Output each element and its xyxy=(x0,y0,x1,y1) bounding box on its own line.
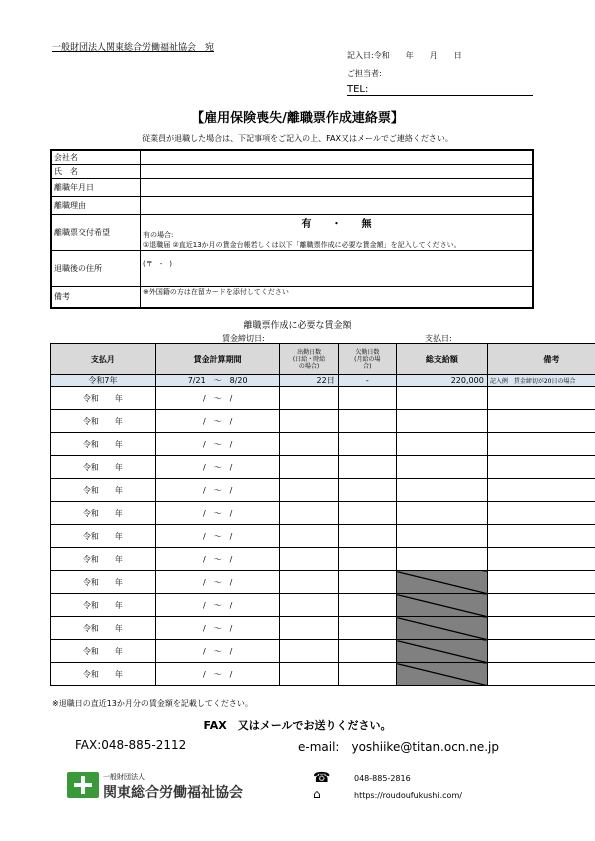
row-month: 令和 年 xyxy=(51,548,156,571)
email-address[interactable]: e-mail: yoshiike@titan.ocn.ne.jp xyxy=(298,740,499,754)
row-total-pay[interactable] xyxy=(396,433,487,456)
example-remark: 記入例 賃金締切が20日の場合 xyxy=(487,375,595,387)
row-month: 令和 年 xyxy=(51,479,156,502)
notes-hint: ※外国籍の方は在留カードを添付してください xyxy=(143,287,289,296)
wage-row xyxy=(51,479,595,502)
postal-hint: (〒 - ) xyxy=(143,259,172,268)
row-month: 令和 年 xyxy=(51,433,156,456)
web-icon: ⌂ xyxy=(313,787,321,801)
row-period: / 〜 / xyxy=(155,525,280,548)
notes-field[interactable] xyxy=(141,286,534,308)
addressee: 一般財団法人関東総合労働福祉協会 宛 xyxy=(52,43,215,53)
row-month: 令和 年 xyxy=(51,571,156,594)
footer-url[interactable]: https://roudoufukushi.com/ xyxy=(354,791,462,800)
row-period: / 〜 / xyxy=(155,502,280,525)
wage-payday-label: 支払日: xyxy=(425,334,452,343)
row-work-days[interactable] xyxy=(280,387,338,410)
example-days: 22日 xyxy=(280,375,338,387)
tel-label: TEL: xyxy=(347,84,533,96)
address-label: 退職後の住所 xyxy=(51,250,141,286)
wage-row xyxy=(51,502,595,525)
row-period: / 〜 / xyxy=(155,663,280,686)
row-work-days[interactable] xyxy=(280,525,338,548)
col-pay-month: 支払月 xyxy=(51,344,156,375)
separation-reason-field[interactable] xyxy=(141,196,534,214)
notes-label: 備考 xyxy=(51,286,141,308)
row-absent-days[interactable] xyxy=(338,617,396,640)
row-period: / 〜 / xyxy=(155,433,280,456)
row-total-pay[interactable] xyxy=(396,640,487,663)
col-total-pay: 総支給額 xyxy=(396,344,487,375)
row-total-pay[interactable] xyxy=(396,387,487,410)
wage-row xyxy=(51,433,595,456)
col-remarks: 備考 xyxy=(487,344,595,375)
wage-cutoff-label: 賃金締切日: xyxy=(222,334,265,343)
row-total-pay[interactable] xyxy=(396,502,487,525)
row-total-pay[interactable] xyxy=(396,525,487,548)
wage-heading: 離職票作成に必要な賃金額 xyxy=(243,321,352,331)
row-remarks[interactable] xyxy=(487,571,595,594)
name-label: 氏 名 xyxy=(51,164,141,178)
footer-phone: 048-885-2816 xyxy=(354,774,411,783)
row-remarks[interactable] xyxy=(487,479,595,502)
row-remarks[interactable] xyxy=(487,663,595,686)
wage-row xyxy=(51,410,595,433)
row-absent-days[interactable] xyxy=(338,571,396,594)
row-work-days[interactable] xyxy=(280,479,338,502)
row-work-days[interactable] xyxy=(280,640,338,663)
row-month: 令和 年 xyxy=(51,410,156,433)
row-work-days[interactable] xyxy=(280,663,338,686)
slip-choice[interactable]: 有 ・ 無 xyxy=(301,218,372,230)
row-month: 令和 年 xyxy=(51,617,156,640)
wage-row xyxy=(51,617,595,640)
wage-row xyxy=(51,594,595,617)
row-period: / 〜 / xyxy=(155,640,280,663)
row-absent-days[interactable] xyxy=(338,548,396,571)
company-label: 会社名 xyxy=(51,150,141,164)
row-absent-days[interactable] xyxy=(338,456,396,479)
wage-row xyxy=(51,456,595,479)
row-absent-days[interactable] xyxy=(338,433,396,456)
row-absent-days[interactable] xyxy=(338,387,396,410)
wage-row xyxy=(51,663,595,686)
row-work-days[interactable] xyxy=(280,456,338,479)
example-period: 7/21 〜 8/20 xyxy=(155,375,280,387)
row-remarks[interactable] xyxy=(487,594,595,617)
row-period: / 〜 / xyxy=(155,594,280,617)
association-logo-icon xyxy=(67,772,99,798)
row-work-days[interactable] xyxy=(280,594,338,617)
row-absent-days[interactable] xyxy=(338,479,396,502)
separation-date-field[interactable] xyxy=(141,178,534,196)
row-total-pay[interactable] xyxy=(396,410,487,433)
row-work-days[interactable] xyxy=(280,571,338,594)
row-total-pay[interactable] xyxy=(396,663,487,686)
row-month: 令和 年 xyxy=(51,594,156,617)
footnote: ※退職日の直近13か月分の賃金額を記載してください。 xyxy=(52,699,253,708)
wage-row xyxy=(51,387,595,410)
row-remarks[interactable] xyxy=(487,433,595,456)
row-period: / 〜 / xyxy=(155,479,280,502)
row-absent-days[interactable] xyxy=(338,410,396,433)
company-field[interactable] xyxy=(141,150,534,164)
row-period: / 〜 / xyxy=(155,571,280,594)
col-period: 賃金計算期間 xyxy=(155,344,280,375)
page-title: 【雇用保険喪失/離職票作成連絡票】 xyxy=(191,111,404,126)
row-remarks[interactable] xyxy=(487,640,595,663)
wage-row xyxy=(51,640,595,663)
address-field[interactable] xyxy=(141,250,534,286)
wage-row xyxy=(51,548,595,571)
row-work-days[interactable] xyxy=(280,617,338,640)
row-remarks[interactable] xyxy=(487,456,595,479)
send-instruction: FAX 又はメールでお送りください。 xyxy=(203,719,392,732)
row-month: 令和 年 xyxy=(51,387,156,410)
example-absent: - xyxy=(338,375,396,387)
row-month: 令和 年 xyxy=(51,525,156,548)
row-total-pay[interactable] xyxy=(396,479,487,502)
row-absent-days[interactable] xyxy=(338,663,396,686)
row-remarks[interactable] xyxy=(487,548,595,571)
intro-text: 従業員が退職した場合は、下記事項をご記入の上、FAX又はメールでご連絡ください。 xyxy=(142,134,453,143)
row-work-days[interactable] xyxy=(280,548,338,571)
row-period: / 〜 / xyxy=(155,410,280,433)
row-work-days[interactable] xyxy=(280,410,338,433)
row-remarks[interactable] xyxy=(487,525,595,548)
example-month: 令和7年 xyxy=(51,375,156,387)
slip-note-2: ①退職届 ②直近13か月の賃金台帳若しくは以下「離職票作成に必要な賃金額」を記入してください。 xyxy=(143,240,461,249)
fax-number: FAX:048-885-2112 xyxy=(75,738,187,752)
row-remarks[interactable] xyxy=(487,502,595,525)
row-period: / 〜 / xyxy=(155,387,280,410)
row-work-days[interactable] xyxy=(280,502,338,525)
slip-request-label: 離職票交付希望 xyxy=(51,214,141,250)
org-name: 関東総合労働福祉協会 xyxy=(103,785,243,801)
row-total-pay[interactable] xyxy=(396,571,487,594)
row-total-pay[interactable] xyxy=(396,617,487,640)
row-total-pay[interactable] xyxy=(396,456,487,479)
row-absent-days[interactable] xyxy=(338,594,396,617)
separation-reason-label: 離職理由 xyxy=(51,196,141,214)
row-period: / 〜 / xyxy=(155,548,280,571)
slip-note-1: 有の場合: xyxy=(143,230,174,239)
name-field[interactable] xyxy=(141,164,534,178)
col-absent-days: 欠勤日数 (月給の場 合) xyxy=(338,344,396,375)
row-month: 令和 年 xyxy=(51,663,156,686)
slip-request-field[interactable] xyxy=(141,214,534,250)
row-remarks[interactable] xyxy=(487,387,595,410)
row-absent-days[interactable] xyxy=(338,640,396,663)
row-remarks[interactable] xyxy=(487,410,595,433)
col-work-days: 出勤日数 (日給・時給 の場合) xyxy=(280,344,338,375)
entry-date: 記入日:令和 年 月 日 xyxy=(347,51,462,60)
row-month: 令和 年 xyxy=(51,502,156,525)
row-total-pay[interactable] xyxy=(396,594,487,617)
wage-row xyxy=(51,571,595,594)
wage-table xyxy=(50,343,595,686)
row-remarks[interactable] xyxy=(487,617,595,640)
example-row xyxy=(51,375,595,387)
row-month: 令和 年 xyxy=(51,640,156,663)
employee-form xyxy=(50,149,534,309)
separation-date-label: 離職年月日 xyxy=(51,178,141,196)
example-total: 220,000 xyxy=(396,375,487,387)
org-small-name: 一般財団法人 xyxy=(103,773,145,781)
row-total-pay[interactable] xyxy=(396,548,487,571)
row-absent-days[interactable] xyxy=(338,525,396,548)
row-period: / 〜 / xyxy=(155,456,280,479)
row-period: / 〜 / xyxy=(155,617,280,640)
row-work-days[interactable] xyxy=(280,433,338,456)
contact-person-label: ご担当者: xyxy=(347,69,382,78)
phone-icon: ☎ xyxy=(313,770,331,786)
wage-row xyxy=(51,525,595,548)
row-month: 令和 年 xyxy=(51,456,156,479)
row-absent-days[interactable] xyxy=(338,502,396,525)
